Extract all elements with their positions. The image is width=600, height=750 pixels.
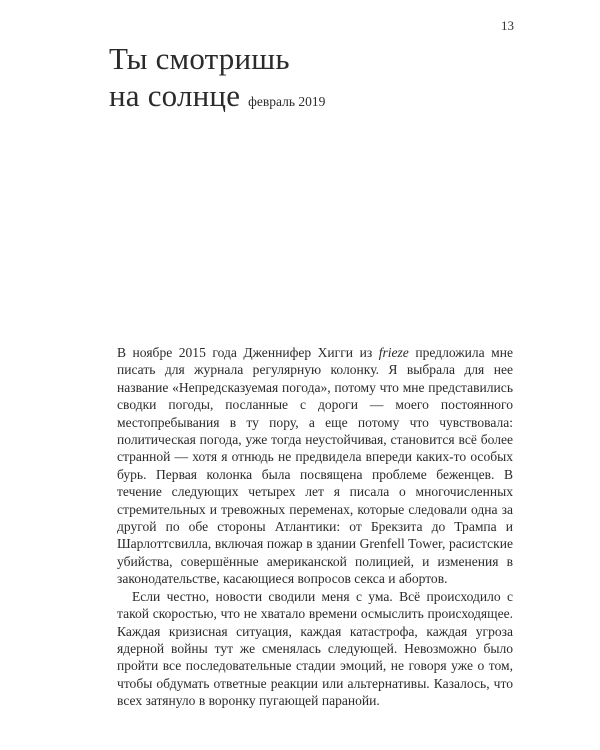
- page-number: 13: [501, 18, 514, 33]
- paragraph-2: Если честно, новости сводили меня с ума. Всё происходило с такой скоростью, что не хватало времени осмыслить происходящее. Каждая кризисная ситуация, каждая катастрофа, каждая угроза ядерной войны тут же сменялась следующей. Невозможно было пройти все последовательные стадии эмоций, не говоря уже о том, чтобы обдумать ответные реакции или альтернативы. Казалось, что всех затянуло в воронку пугающей паранойи.: [117, 588, 513, 709]
- chapter-date: февраль 2019: [248, 94, 326, 109]
- chapter-title-line-2: на солнце: [109, 78, 241, 113]
- body-text: [117, 344, 513, 710]
- magazine-name: frieze: [378, 345, 409, 360]
- paragraph-1: В ноябре 2015 года Дженнифер Хигги из frieze предложила мне писать для журнала регулярную колонку. Я выбрала для нее название «Непредсказуемая погода», потому что мне представились сводки погоды, посланные с дороги — моего постоянного местопребывания в ту пору, а еще потому что чувствовала: политическая погода, уже тогда неустойчивая, становится всё более странной — хотя я отнюдь не предвидела впереди каких-то особых бурь. Первая колонка была посвящена проблеме беженцев. В течение следующих четырех лет я писала о многочисленных стремительных и тревожных переменах, которые следовали одна за другой по обе стороны Атлантики: от Брекзита до Трампа и Шарлоттсвилла, включая пожар в здании Grenfell Tower, расистские убийства, совершённые американской полицией, и изменения в законодательстве, касающиеся вопросов секса и абортов.: [117, 345, 513, 587]
- chapter-title-line-1: Ты смотришь: [109, 41, 290, 76]
- chapter-heading: [109, 40, 529, 114]
